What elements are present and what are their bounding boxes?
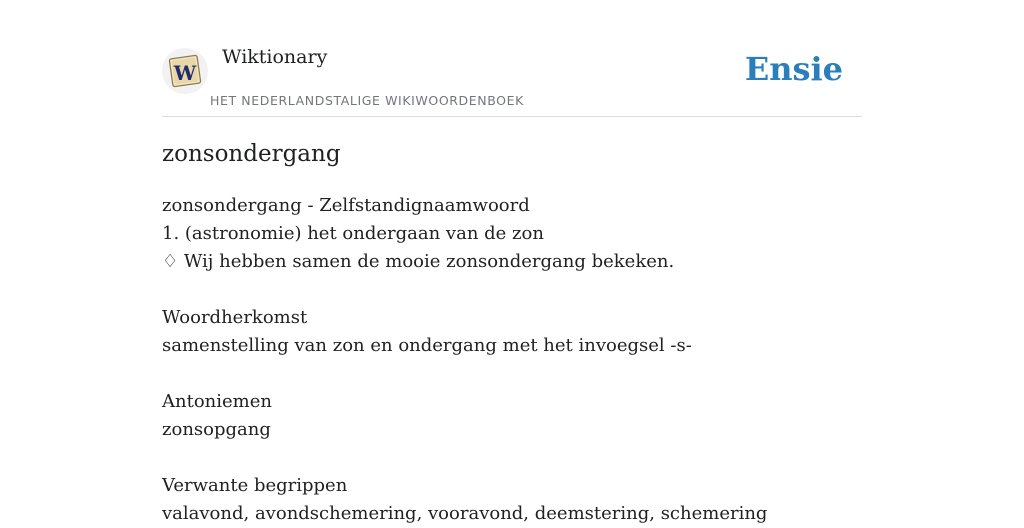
- antonyms-heading: Antoniemen: [162, 391, 272, 412]
- site-tagline: HET NEDERLANDSTALIGE WIKIWOORDENBOEK: [210, 93, 524, 108]
- spacer: [162, 360, 862, 388]
- entry-content: [162, 138, 862, 528]
- example-sentence: ♢ Wij hebben samen de mooie zonsondergang bekeken.: [162, 251, 675, 272]
- wiktionary-logo[interactable]: [162, 48, 208, 94]
- site-header: [162, 44, 862, 117]
- meaning-text: 1. (astronomie) het ondergaan van de zon: [162, 223, 544, 244]
- etymology-text: samenstelling van zon en ondergang met het invoegsel -s-: [162, 335, 692, 356]
- etymology-heading: Woordherkomst: [162, 307, 308, 328]
- definition-header: zonsondergang - Zelfstandignaamwoord: [162, 195, 530, 216]
- wiktionary-tile-icon: [162, 48, 208, 94]
- related-text: valavond, avondschemering, vooravond, deemstering, schemering: [162, 503, 768, 524]
- antonyms-text: zonsopgang: [162, 419, 271, 440]
- ensie-brand-link[interactable]: Ensie: [744, 50, 843, 88]
- page-title: zonsondergang: [162, 141, 341, 167]
- logo-letter: W: [173, 61, 197, 85]
- spacer: [162, 444, 862, 472]
- site-name[interactable]: Wiktionary: [222, 46, 328, 68]
- spacer: [162, 276, 862, 304]
- related-heading: Verwante begrippen: [162, 475, 348, 496]
